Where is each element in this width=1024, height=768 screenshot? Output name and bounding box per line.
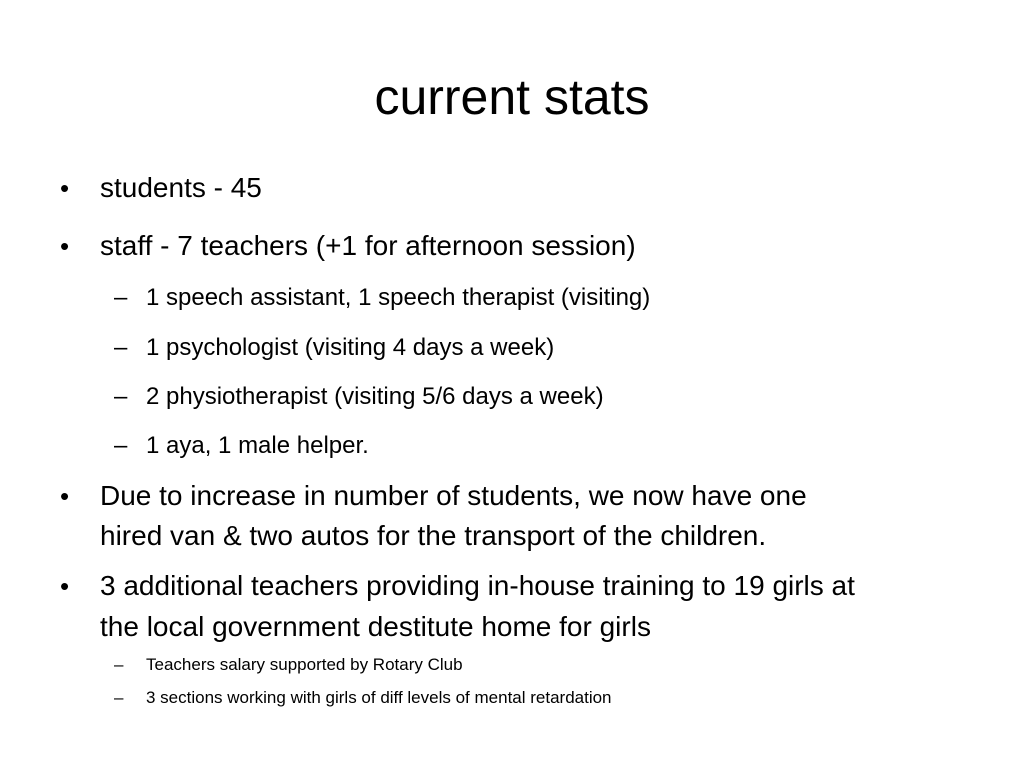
dash-icon: – — [114, 688, 124, 707]
list-item-text: students - 45 — [100, 172, 262, 203]
slide-title: current stats — [374, 69, 650, 125]
dash-icon: – — [114, 655, 124, 674]
bullet-icon: • — [60, 481, 70, 511]
list-item-text: 3 sections working with girls of diff levels of mental retardation — [146, 688, 612, 707]
list-item-text: the local government destitute home for girls — [100, 611, 651, 642]
list-item-text: Due to increase in number of students, we now have one — [100, 480, 807, 511]
list-item-text: 2 physiotherapist (visiting 5/6 days a week) — [146, 383, 604, 410]
list-item-text: staff - 7 teachers (+1 for afternoon session) — [100, 230, 636, 261]
bullet-icon: • — [60, 173, 70, 203]
list-item-text: hired van & two autos for the transport of the children. — [100, 520, 767, 551]
dash-icon: – — [114, 334, 128, 361]
dash-icon: – — [114, 383, 128, 410]
list-item-text: 1 psychologist (visiting 4 days a week) — [146, 334, 555, 361]
list-item-text: 3 additional teachers providing in-house training to 19 girls at — [100, 570, 855, 601]
bullet-icon: • — [60, 231, 70, 261]
dash-icon: – — [114, 432, 128, 459]
list-item-text: 1 speech assistant, 1 speech therapist (visiting) — [146, 284, 651, 311]
bullet-icon: • — [60, 571, 70, 601]
list-item-text: Teachers salary supported by Rotary Club — [146, 655, 463, 674]
list-item-text: 1 aya, 1 male helper. — [146, 432, 369, 459]
dash-icon: – — [114, 284, 128, 311]
